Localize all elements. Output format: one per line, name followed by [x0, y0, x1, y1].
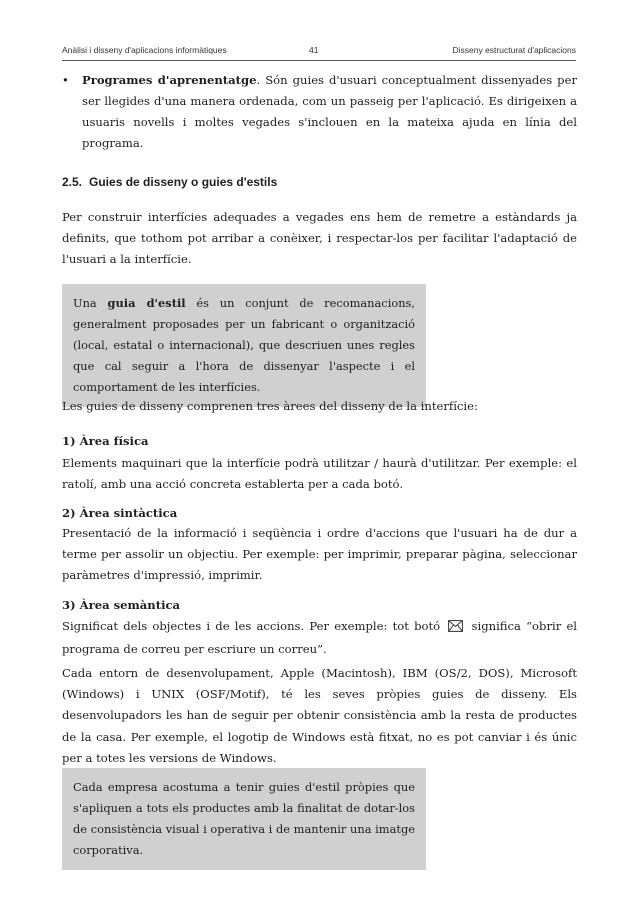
header-rule — [62, 60, 576, 61]
note2-text: Cada empresa acostuma a tenir guies d'estil pròpies que s'apliquen a tots els productes amb la finalitat de dotar-los de consistència visual i operativa i de mantenir una imatge corporativa. — [73, 780, 415, 857]
note-box-style-guide — [62, 284, 426, 407]
environments-paragraph: Cada entorn de desenvolupament, Apple (Macintosh), IBM (OS/2, DOS), Microsoft (Windows) i UNIX (OSF/Motif), té les seves pròpies guies de disseny. Els desenvolupadors les han de seguir per obtenir consistència amb la resta de productes de la casa. Per exemple, el logotip de Windows està fitxat, no es pot canviar i és únic per a totes les versions de Windows. — [62, 666, 577, 765]
section-title: Guies de disseny o guies d'estils — [89, 175, 278, 189]
running-header-left: Anàlisi i disseny d'aplicacions informàtiques — [62, 45, 227, 55]
bullet-text — [82, 70, 577, 154]
section-number: 2.5. — [62, 175, 83, 189]
area2-title: 2) Àrea sintàctica — [62, 506, 178, 520]
bullet-body: . Són guies d'usuari conceptualment dissenyades per ser llegides d'una manera ordenada, com un passeig per l'aplicació. Es dirigeixen a usuaris novells i moltes vegades s'inclouen en la mateixa ajuda en línia del programa. — [82, 73, 577, 150]
areas-intro: Les guies de disseny comprenen tres àrees del disseny de la interfície: — [62, 399, 478, 413]
running-header-right: Disseny estructurat d'aplicacions — [452, 45, 576, 55]
area3-text — [62, 616, 577, 660]
note1-prefix: Una — [73, 296, 108, 310]
area2-text: Presentació de la informació i seqüència i ordre d'accions que l'usuari ha de dur a terme per assolir un objectiu. Per exemple: per imprimir, preparar pàgina, seleccionar paràmetres d'impressió, imprimir. — [62, 526, 577, 583]
note1-term: guia d'estil — [107, 296, 186, 310]
note1-text: és un conjunt de recomanacions, generalment proposades per un fabricant o organització (local, estatal o internacional), que descriuen unes regles que cal seguir a l'hora de dissenyar l'aspecte i el comportament de les interfícies. — [73, 296, 415, 394]
note-box-corporate-guides — [62, 768, 426, 870]
envelope-icon — [448, 618, 463, 639]
bullet-dot: • — [62, 73, 69, 87]
area3-title: 3) Àrea semàntica — [62, 598, 181, 612]
bullet-term: Programes d'aprenentatge — [82, 73, 257, 87]
page-number: 41 — [309, 45, 319, 55]
bullet-item — [62, 70, 577, 154]
area1-text: Elements maquinari que la interfície podrà utilitzar / haurà d'utilitzar. Per exemple: el ratolí, amb una acció concreta establerta per a cada botó. — [62, 456, 577, 492]
intro-paragraph: Per construir interfícies adequades a vegades ens hem de remetre a estàndards ja definits, que tothom pot arribar a conèixer, i respectar-los per facilitar l'adaptació de l'usuari a la interfície. — [62, 210, 577, 267]
area1-title: 1) Àrea física — [62, 434, 149, 448]
area3-text-after: significa “obrir el programa de correu per escriure un correu”. — [62, 619, 578, 657]
area3-text-before: Significat dels objectes i de les accions. Per exemple: tot botó — [62, 619, 441, 633]
section-heading — [62, 175, 277, 189]
